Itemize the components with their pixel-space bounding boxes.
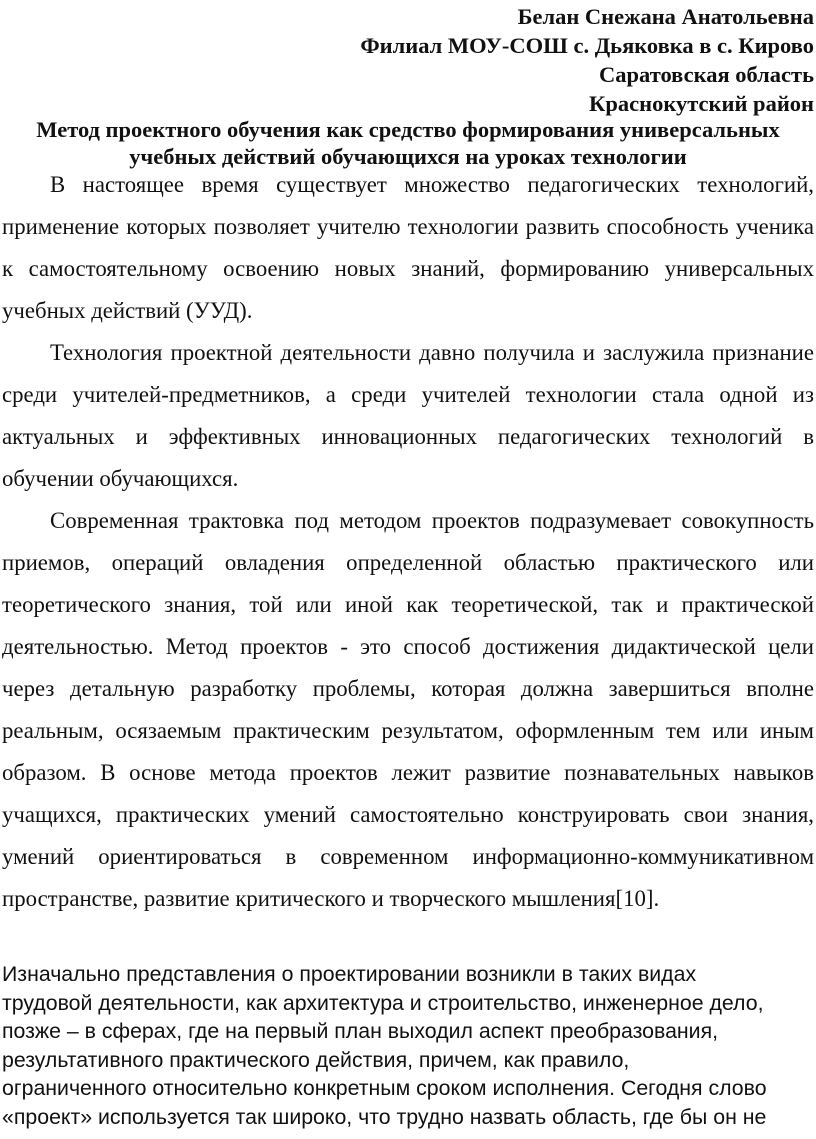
author-school: Филиал МОУ-СОШ с. Дьяковка в с. Кирово — [360, 33, 814, 58]
tail-line: результативного практического действия, причем, как правило, — [2, 1047, 630, 1072]
tail-text — [2, 960, 814, 1132]
tail-line: «проект» используется так широко, что трудно назвать область, где бы он не — [2, 1104, 767, 1129]
author-district: Краснокутский район — [589, 91, 814, 116]
tail-line: позже – в сферах, где на первый план выходил аспект преобразования, — [2, 1019, 719, 1044]
paragraph-1: В настоящее время существует множество педагогических технологий, применение которых позволяет учителю технологии развить способность ученика к самостоятельному освоению новых знаний, формированию универсальных учебных действий (УУД). — [2, 172, 814, 323]
tail-line: ограниченного относительно конкретным сроком исполнения. Сегодня слово — [2, 1076, 767, 1101]
tail-line: Изначально представления о проектировании возникли в таких видах — [2, 962, 697, 986]
paragraph-2: Технология проектной деятельности давно получила и заслужила признание среди учителей-предметников, а среди учителей технологии стала одной из актуальных и эффективных инновационных педагогических технологий в обучении обучающихся. — [2, 340, 814, 491]
author-name: Белан Снежана Анатольевна — [517, 4, 814, 29]
author-region: Саратовская область — [599, 62, 814, 87]
document-title — [0, 116, 816, 170]
author-block — [360, 2, 814, 118]
paragraph-3: Современная трактовка под методом проектов подразумевает совокупность приемов, операций овладения определенной областью практического или теоретического знания, той или иной как теоретической, так и практической деятельностью. Метод проектов - это способ достижения дидактической цели через детальную разработку проблемы, которая должна завершиться вполне реальным, осязаемым практическим результатом, оформленным тем или иным образом. В основе метода проектов лежит развитие познавательных навыков учащихся, практических умений самостоятельно конструировать свои знания, умений ориентироваться в современном информационно-коммуникативном пространстве, развитие критического и творческого мышления[10]. — [2, 508, 814, 911]
body-text — [2, 164, 814, 920]
title-line-2: учебных действий обучающихся на уроках технологии — [129, 144, 687, 169]
tail-line: трудовой деятельности, как архитектура и строительство, инженерное дело, — [2, 990, 764, 1015]
title-line-1: Метод проектного обучения как средство формирования универсальных — [36, 117, 780, 142]
